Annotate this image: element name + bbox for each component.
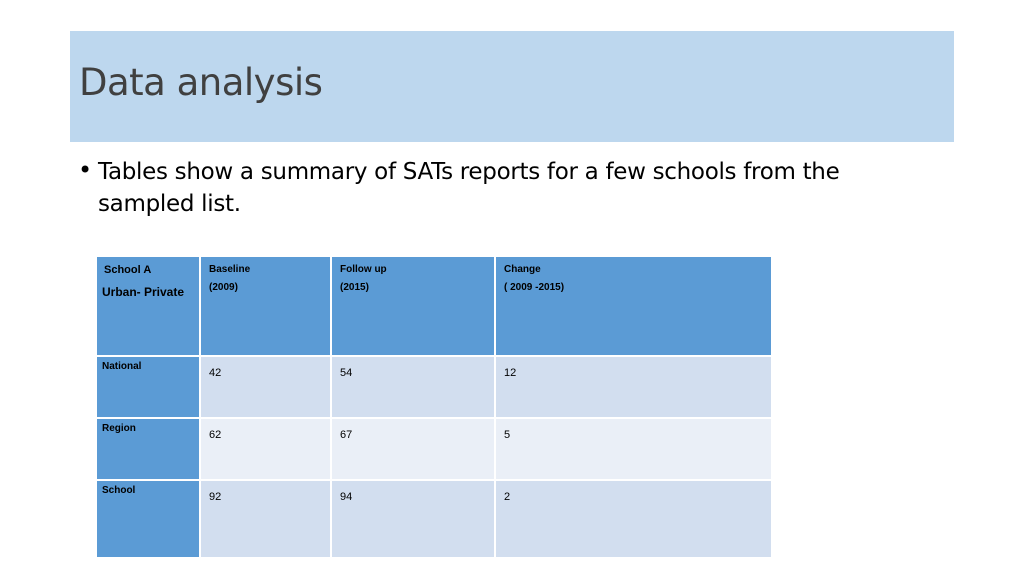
- row-header: National: [96, 356, 200, 418]
- cell-follow-up: 67: [331, 418, 495, 480]
- cell-baseline: 42: [200, 356, 331, 418]
- cell-change: 5: [495, 418, 772, 480]
- table-row-national: [96, 356, 772, 418]
- column-label: Follow up: [340, 264, 387, 275]
- school-type: Urban- Private: [102, 285, 185, 299]
- bullet-icon: •: [78, 156, 93, 184]
- table-row-region: [96, 418, 772, 480]
- table-corner-cell: [96, 256, 200, 356]
- cell-follow-up: 54: [331, 356, 495, 418]
- cell-follow-up: 94: [331, 480, 495, 558]
- column-header-change: [495, 256, 772, 356]
- column-sub: ( 2009 -2015): [504, 282, 565, 293]
- column-sub: (2015): [340, 282, 369, 293]
- slide-title: Data analysis: [79, 61, 323, 104]
- school-name: School A: [104, 264, 152, 276]
- bullet-text: Tables show a summary of SATs reports for a few schools from the sampled list.: [98, 159, 840, 217]
- sats-summary-table: [95, 255, 773, 559]
- column-label: Baseline: [209, 264, 251, 275]
- bullet-block: [78, 156, 918, 220]
- cell-baseline: 92: [200, 480, 331, 558]
- cell-baseline: 62: [200, 418, 331, 480]
- title-band: [70, 31, 954, 142]
- column-header-baseline: [200, 256, 331, 356]
- column-sub: (2009): [209, 282, 238, 293]
- row-header: School: [96, 480, 200, 558]
- column-header-follow-up: [331, 256, 495, 356]
- row-header: Region: [96, 418, 200, 480]
- cell-change: 12: [495, 356, 772, 418]
- column-label: Change: [504, 264, 541, 275]
- table-header-row: [96, 256, 772, 356]
- cell-change: 2: [495, 480, 772, 558]
- table-row-school: [96, 480, 772, 558]
